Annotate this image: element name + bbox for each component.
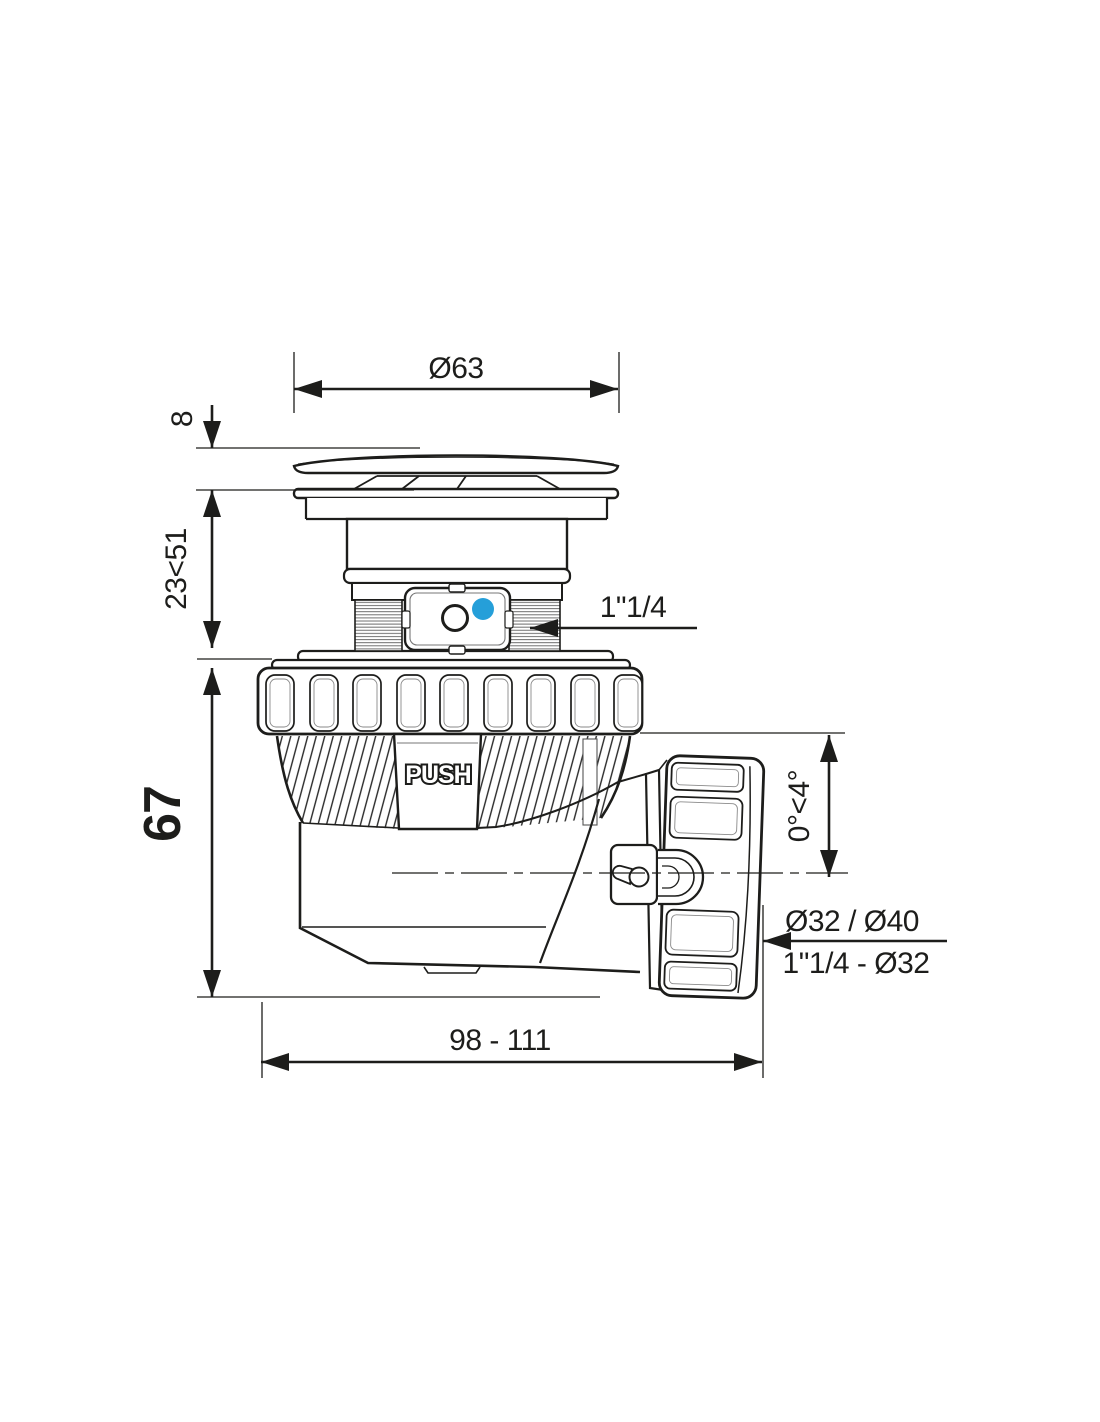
cup-bottom-notch: [424, 967, 480, 973]
label-inlet-thread: 1"1/4: [599, 591, 667, 624]
label-overall-length: 98 - 111: [449, 1024, 551, 1057]
waste-flange: [294, 489, 618, 519]
keyhole-tab: [611, 845, 657, 904]
label-outlet-thread: 1"1/4 - Ø32: [782, 947, 930, 980]
keyhole-icon: [630, 868, 649, 887]
label-body-height: 67: [134, 786, 192, 842]
push-label: PUSH: [405, 761, 471, 789]
push-tab: [394, 734, 481, 829]
u-clip: [658, 850, 703, 904]
label-outlet-angle: 0°<4°: [783, 769, 816, 843]
clamp-plate: [402, 584, 513, 654]
device-outline: [250, 456, 764, 999]
clamp-hole: [443, 606, 468, 631]
label-outlet-diameters: Ø32 / Ø40: [785, 905, 919, 938]
cap-mechanism: [354, 476, 560, 489]
label-adjustable-height: 23<51: [160, 528, 193, 610]
label-top-diameter: Ø63: [428, 352, 484, 385]
locking-nut-ribs: [266, 675, 642, 731]
color-indicator-dot: [472, 598, 494, 620]
locking-nut: [258, 651, 642, 734]
pop-up-cap: [294, 456, 618, 490]
label-cap-height: 8: [166, 410, 199, 428]
